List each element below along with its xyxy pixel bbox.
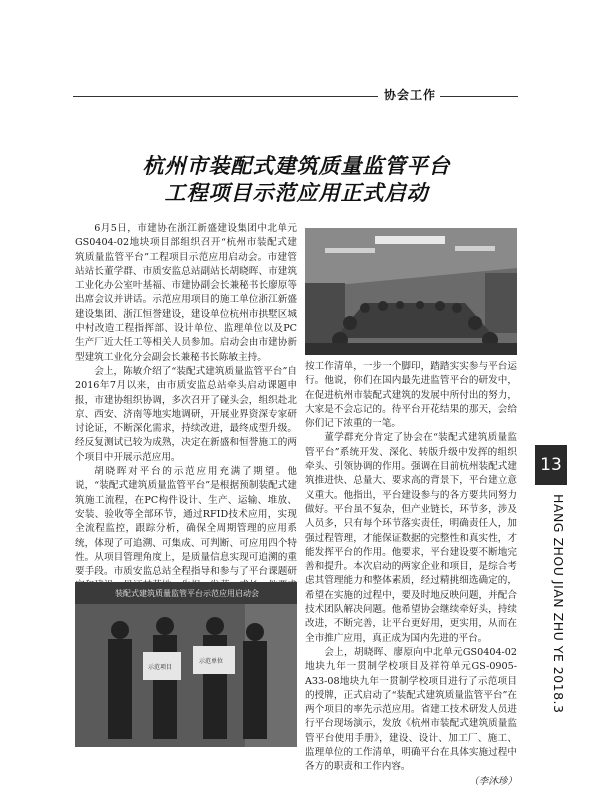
paragraph: 会上，胡晓晖、廖原向中北单元GS0404-02地块九年一贯制学校项目及祥符单元GS-0905-A33-08地块九年一贯制学校项目进行了示范项目的授牌，正式启动了“装配式建筑质量监管平台”在两个项目的率先示范应用。省建工技术研发人员进行平台现场演示，发放《杭州市装配式建筑质量监管平台使用手册》，建设、设计、加工厂、施工、监理单位的工作清单，明确平台在具体实施过程中各方的职责和工作内容。: [305, 646, 517, 773]
meeting-photo-image: [305, 228, 517, 355]
article-title-line1: 杭州市装配式建筑质量监管平台: [142, 154, 451, 178]
ceremony-photo: [75, 582, 297, 747]
plaque-label: 示范项目: [148, 664, 173, 671]
article-right-column: [305, 360, 517, 789]
section-label: 协会工作: [384, 88, 437, 102]
paragraph: 胡晓晖对平台的示范应用充满了期望。他说，“装配式建筑质量监管平台”是根据预制装配式建筑施工流程，在PC构件设计、生产、运输、堆放、安装、验收等全部环节，通过RFID技术应用，实现全流程监控，跟踪分析，确保全周期管理的应用系统，体现了可追溯、可集成、可判断、可应用四个特性。从项目管理角度上，是质量信息实现可追溯的重要手段。市质安监总站全程指导和参与了平台课题研: [75, 466, 297, 578]
ceremony-banner-text: 装配式建筑质量监管平台示范应用启动会: [115, 589, 259, 598]
article-signature: （李沐珍）: [469, 775, 517, 787]
plaque-label: 示范单位: [199, 658, 224, 665]
paragraph: 6月5日，市建协在浙江新盛建设集团中北单元GS0404-02地块项目部组织召开“杭州市装配式建筑质量监管平台”工程项目示范应用启动会。市建管站站长董学群、市质安监总站副站长胡晓晖、市建筑工业化办公室叶基福、市建协副会长兼秘书长廖原等出席会议并讲话。示范应用项目的施工单位浙江新盛建设集团、浙江恒誉建设，建设单位杭州市拱墅区城中村改造工程指挥部、设计单位、监理单位以及PC生产厂近大任工等相关人员参加。启动会由市建协新型建筑工业化分会副会长兼秘书长陈敏主持。: [75, 223, 297, 363]
meeting-photo: [305, 228, 517, 355]
header-rule-left: [73, 96, 378, 97]
article-left-column: [75, 222, 297, 608]
paragraph: 会上，陈敏介绍了“装配式建筑质量监管平台”自2016年7月以来，由市质安监总站牵头启动课题申报，市建协组织协调，多次召开了碰头会，组织赴北京、西安、济南等地实地调研，开展业界资深专家研讨论证，不断深化需求，持续改进，最终成型升级。经反复测试已较为成熟，决定在新盛和恒誉施工的两个项目中开展示范应用。: [75, 365, 297, 463]
article-title-line2: 工程项目示范应用正式启动: [164, 181, 429, 205]
ceremony-photo-image: [75, 582, 297, 747]
paragraph: 按工作清单，一步一个脚印，踏踏实实参与平台运行。他说，你们在国内最先进监管平台的研发中，在促进杭州市装配式建筑的发展中所付出的努力，大家是不会忘记的。待平台开花结果的那天，会给你们记下浓重的一笔。: [305, 361, 517, 430]
header-rule-right: [440, 96, 518, 97]
journal-side-label: HANG ZHOU JIAN ZHU YE 2018.3: [551, 494, 566, 714]
page-number: 13: [535, 445, 567, 485]
paragraph: 董学群充分肯定了协会在“装配式建筑质量监管平台”系统开发、深化、转版升级中发挥的组织牵头、引领协调的作用。强调在目前杭州装配式建筑推进快、总量大、要求高的背景下，平台建立意义重大。他指出，平台建设参与的各方要共同努力做好。平台虽不复杂，但产业链长，环节多，涉及人员多，只有每个环节落实责任，明确责任人，加强过程管理，才能保证数据的完整性和真实性，才能发挥平台的作用。他要求，平台建设要不断地完善和提升。本次启动的两家企业和项目，是综合考虑其管理能力和整体素质，经过精挑细选确定的，希望在实施的过程中，要及时地反映问题，并配合技术团队解决问题。他希望协会继续牵好头，持续改进，不断完善，让平台更好用，更实用，从而在全市推广应用，真正成为国内先进的平台。: [305, 432, 517, 644]
